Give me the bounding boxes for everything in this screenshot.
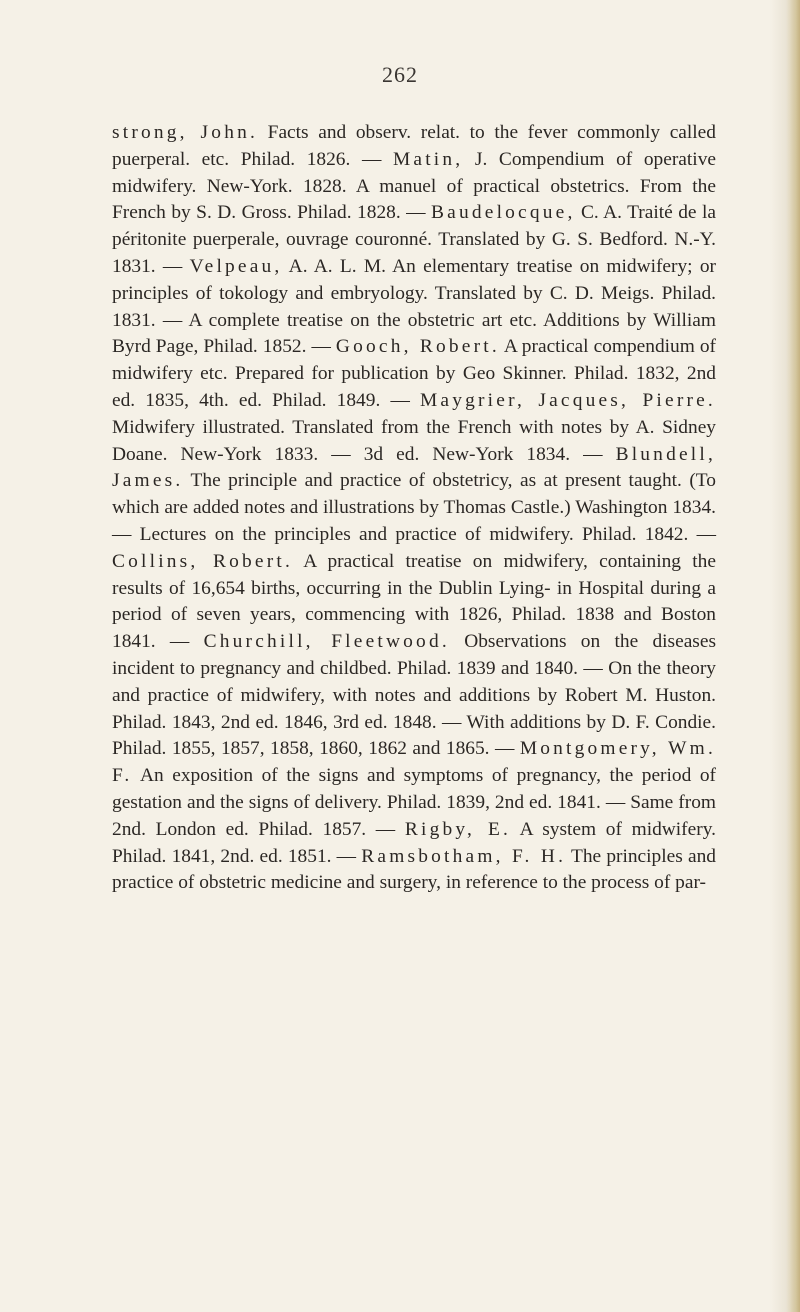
author-name: Rigby, E. xyxy=(404,818,512,840)
author-name: Churchill, Fleetwood. xyxy=(203,631,450,653)
author-name: Montgomery, Wm. F. xyxy=(112,738,716,787)
citation-text: A. A. L. M. An elementary treatise on midwifery; or principles of tokology and embryology. Translated by C. D. Meigs. Philad. 1831. — A complete treatise on the obstetric art etc. Additions by William Byrd Page, Philad. 1852. — xyxy=(112,255,716,358)
citation-text: The principle and practice of obstetricy, as at present taught. (To which are added notes and illustrations by Thomas Castle.) Washington 1834. — Lectures on the principles and practice of midwifery. Philad. 1842. — xyxy=(112,470,716,545)
page-edge-stain xyxy=(786,0,800,1312)
citation-text: A practical compendium of midwifery etc. Prepared for publication by Geo Skinner. Philad. 1832, 2nd ed. 1835, 4th. ed. Philad. 1849. — xyxy=(112,336,716,411)
citation-text: An exposition of the signs and symptoms of pregnancy, the period of gestation and the signs of delivery. Philad. 1839, 2nd ed. 1841. — Same from 2nd. London ed. Philad. 1857. — xyxy=(112,765,716,840)
author-name: Blundell, James. xyxy=(112,443,716,492)
citation-text: Observations on the diseases incident to pregnancy and childbed. Philad. 1839 and 1840. — On the theory and practice of midwifery, with notes and additions by Robert M. Huston. Philad. 1843, 2nd ed. 1846, 3rd ed. 1848. — With additions by D. F. Condie. Philad. 1855, 1857, 1858, 1860, 1862 and 1865. — xyxy=(112,631,716,760)
citation-text: C. A. Traité de la péritonite puerperale, ouvrage couronné. Translated by G. S. Bedford. N.-Y. 1831. — xyxy=(112,202,716,277)
author-name: Baudelocque, xyxy=(431,202,576,224)
citation-text: Facts and observ. relat. to the fever commonly called puerperal. etc. Philad. 1826. — xyxy=(112,122,716,170)
bibliography-paragraph xyxy=(112,120,716,897)
author-name: strong, John. xyxy=(112,122,259,143)
author-name: Maygrier, Jacques, Pierre. xyxy=(419,389,716,411)
author-name: Ramsbotham, F. H. xyxy=(361,845,567,867)
author-name: Gooch, Robert. xyxy=(335,336,500,358)
author-name: Matin, xyxy=(392,148,464,170)
page-number: 262 xyxy=(382,62,418,87)
citation-text: Midwifery illustrated. Translated from the French with notes by A. Sidney Doane. New-York 1833. — 3d ed. New-York 1834. — xyxy=(112,416,716,465)
citation-text: A system of midwifery. Philad. 1841, 2nd. ed. 1851. — xyxy=(112,818,716,867)
citation-text: A practical treatise on midwifery, containing the results of 16,654 births, occurring in the Dublin Lying- in Hospital during a period of seven years, commencing with 1826, Philad. 1838 and Boston 1841. — xyxy=(112,550,716,653)
citation-text: J. Compendium of operative midwifery. New-York. 1828. A manuel of practical obstetrics. From the French by S. D. Gross. Philad. 1828. — xyxy=(112,148,716,224)
citation-text: The principles and practice of obstetric medicine and surgery, in reference to the process of par- xyxy=(112,845,716,894)
author-name: Collins, Robert. xyxy=(112,550,294,572)
author-name: Velpeau, xyxy=(189,255,283,277)
